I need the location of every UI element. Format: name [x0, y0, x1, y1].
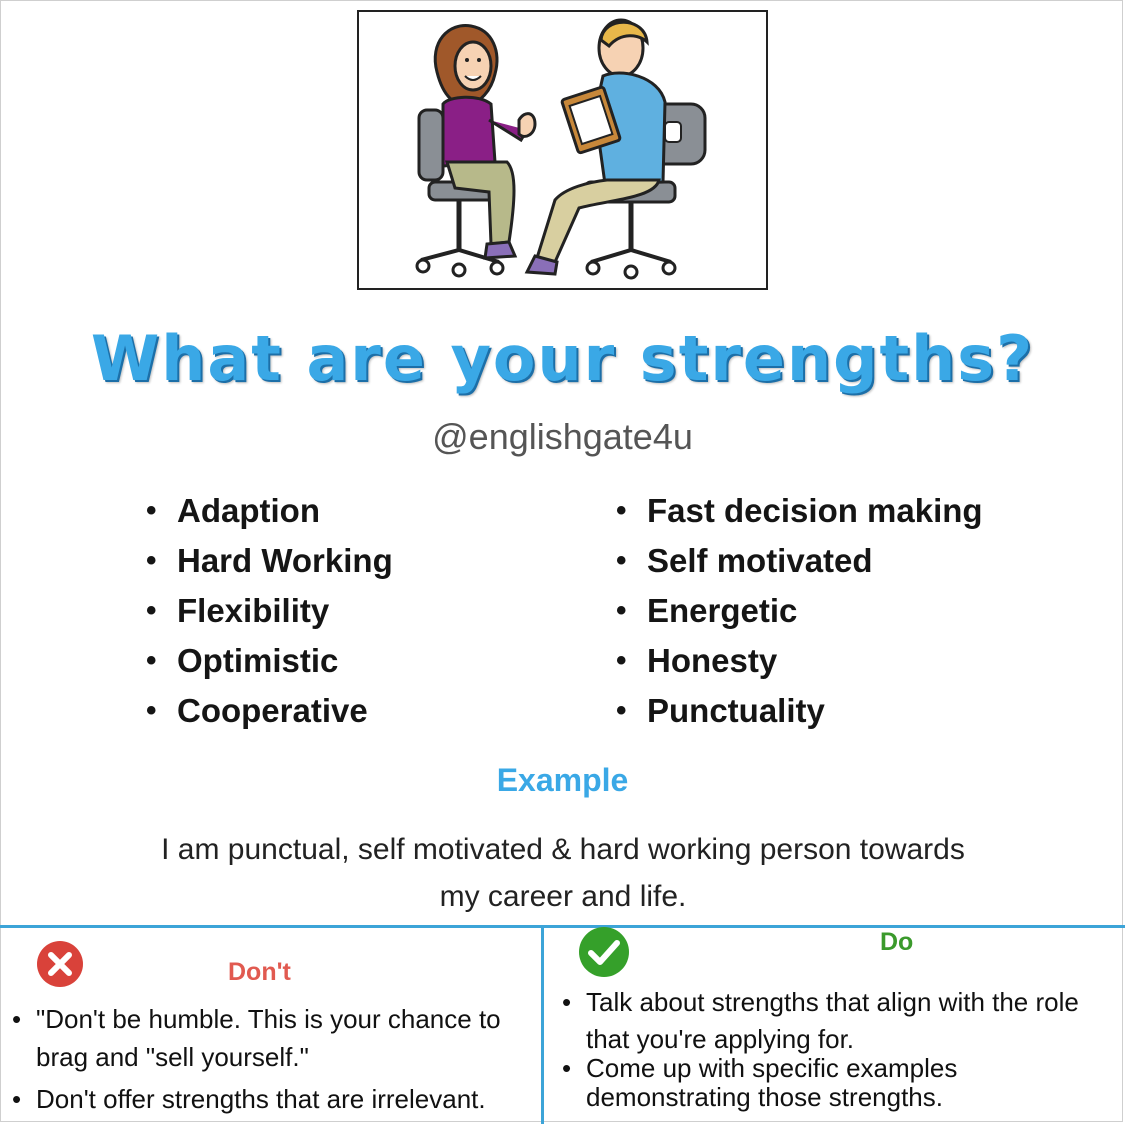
section-divider-horizontal — [0, 925, 1125, 928]
page-title: What are your strengths? — [90, 322, 1035, 395]
list-item: • Come up with specific examples demonstrating those strengths. — [562, 1054, 1117, 1112]
author-handle: @englishgate4u — [432, 416, 693, 457]
list-item: • Cooperative — [146, 686, 393, 736]
example-text — [140, 826, 986, 920]
check-circle-icon — [578, 926, 630, 978]
section-divider-vertical — [541, 925, 544, 1124]
example-line-1: I am punctual, self motivated & hard working person towards — [161, 833, 965, 866]
list-item: • Flexibility — [146, 586, 393, 636]
strengths-list-left — [146, 486, 393, 736]
dont-heading: Don't — [228, 958, 291, 986]
example-heading: Example — [496, 762, 629, 798]
list-item: • Energetic — [616, 586, 983, 636]
list-item: • Don't offer strengths that are irrelevant. — [12, 1080, 532, 1118]
list-item: • "Don't be humble. This is your chance to brag and "sell yourself." — [12, 1000, 532, 1076]
list-item: • Adaption — [146, 486, 393, 536]
list-item: • Optimistic — [146, 636, 393, 686]
list-item: • Punctuality — [616, 686, 983, 736]
x-circle-icon — [36, 940, 84, 988]
do-heading: Do — [880, 928, 914, 956]
list-item: • Talk about strengths that align with the role that you're applying for. — [562, 984, 1117, 1058]
list-item: • Self motivated — [616, 536, 983, 586]
list-item: • Hard Working — [146, 536, 393, 586]
dont-list — [12, 1000, 532, 1118]
do-list — [562, 984, 1117, 1112]
interview-illustration — [357, 10, 768, 290]
example-line-2: my career and life. — [439, 880, 687, 913]
list-item: • Fast decision making — [616, 486, 983, 536]
list-item: • Honesty — [616, 636, 983, 686]
strengths-list-right — [616, 486, 983, 736]
